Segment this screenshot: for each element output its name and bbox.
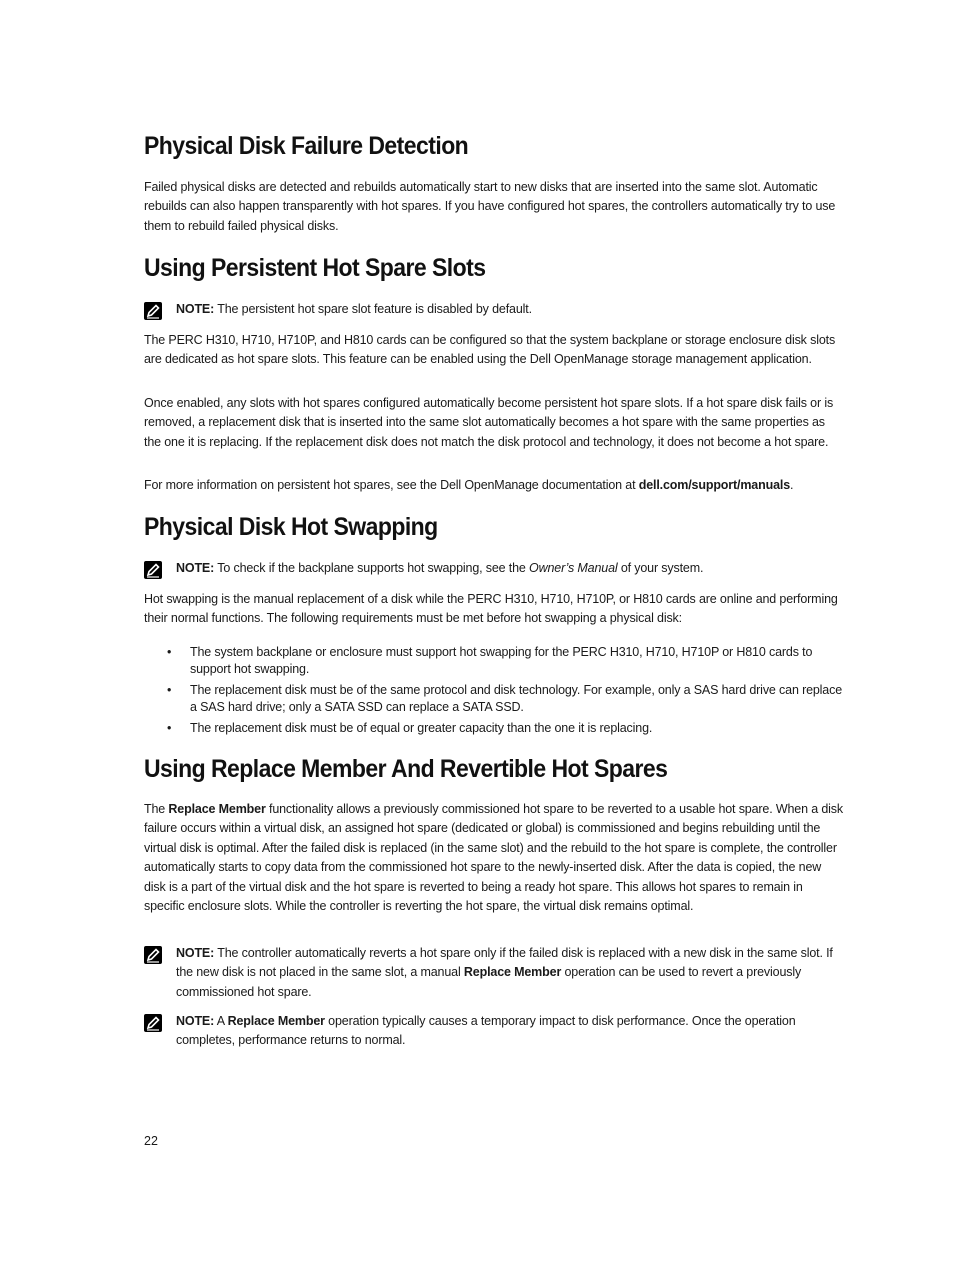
paragraph: The PERC H310, H710, H710P, and H810 cards can be configured so that the system backplane or storage enclosure disk slots are dedicated as hot spare slots. This feature can be enabled using the Dell OpenManage storage management application. — [144, 333, 836, 367]
pencil-note-icon — [144, 1014, 162, 1032]
list-item-text: The replacement disk must be of equal or greater capacity than the one it is replacing. — [190, 721, 653, 735]
note-body-end: operation can be used to revert a previously commissioned hot spare. — [176, 965, 802, 999]
replace-member-term: Replace Member — [168, 802, 266, 816]
note-body: To check if the backplane supports hot swapping, see the — [217, 561, 530, 575]
bullet: • — [167, 683, 172, 697]
note-text — [176, 1012, 844, 1051]
heading-failure-detection: Physical Disk Failure Detection — [144, 132, 469, 160]
bullet: • — [167, 645, 172, 659]
pencil-note-icon — [144, 946, 162, 964]
note-body-end: operation typically causes a temporary impact to disk performance. Once the operation completes, performance returns to normal. — [176, 1014, 796, 1048]
replace-member-term: Replace Member — [227, 1014, 325, 1028]
replace-member-term: Replace Member — [463, 965, 562, 980]
list-item — [144, 644, 844, 677]
note-label: NOTE: — [176, 302, 215, 316]
paragraph: Failed physical disks are detected and rebuilds automatically start to new disks that are inserted into the same slot. Automatic rebuilds can also happen transparently with hot spares. If you have configured hot spares, the controllers automatically try to use them to rebuild failed physical disks. — [144, 180, 836, 233]
bullet: • — [167, 721, 172, 735]
list-item-text: The system backplane or enclosure must support hot swapping for the PERC H310, H710, H710P or H810 cards to support hot swapping. — [190, 645, 813, 676]
page-number: 22 — [144, 1134, 158, 1148]
pencil-note-icon — [144, 561, 162, 579]
more-info-suffix: . — [790, 478, 794, 492]
note-text — [176, 300, 844, 319]
more-info-text: For more information on persistent hot spares, see the Dell OpenManage documentation at — [144, 478, 639, 492]
note-body: The controller automatically reverts a hot spare only if the failed disk is replaced with a new disk in the same slot. If the new disk is not placed in the same slot, a manual — [176, 946, 833, 980]
list-item-text: The replacement disk must be of the same protocol and disk technology. For example, only a SAS hard drive can replace a SAS hard drive; only a SATA SSD can replace a SATA SSD. — [190, 683, 843, 714]
heading-hot-swapping: Physical Disk Hot Swapping — [144, 513, 438, 541]
note-text — [176, 944, 844, 1002]
paragraph-text: functionality allows a previously commissioned hot spare to be reverted to a usable hot spare. When a disk failure occurs within a virtual disk, an assigned hot spare (dedicated or global) is commissioned and begins rebuilding until the virtual disk is optimal. After the failed disk is replaced (in the same slot) and the rebuild to the hot spare is complete, the controller automatically starts to copy data from the commissioned hot spare to the newly-inserted disk. After the data is copied, the new disk is a part of the virtual disk and the hot spare is reverted to being a ready hot spare. This allows hot spares to remain in specific enclosure slots. While the controller is reverting the hot spare, the virtual disk remains optimal. — [144, 802, 843, 914]
manuals-link[interactable]: dell.com/support/manuals — [638, 478, 791, 492]
pencil-note-icon — [144, 302, 162, 320]
note-text — [176, 559, 844, 578]
paragraph-text: The — [144, 802, 169, 816]
paragraph-more-info — [144, 476, 844, 495]
list-item — [144, 682, 844, 715]
list-item — [144, 720, 844, 737]
owners-manual-title: Owner’s Manual — [529, 561, 618, 575]
heading-replace-member: Using Replace Member And Revertible Hot Spares — [144, 755, 668, 783]
heading-persistent-hot-spare: Using Persistent Hot Spare Slots — [144, 254, 486, 282]
note-label: NOTE: — [176, 1014, 215, 1028]
note-label: NOTE: — [176, 561, 215, 575]
paragraph: Once enabled, any slots with hot spares configured automatically become persistent hot spare slots. If a hot spare disk fails or is removed, a replacement disk that is inserted into the same slot automatically becomes a hot spare with the same properties as the one it is replacing. If the replacement disk does not match the disk protocol and technology, it does not become a hot spare. — [144, 396, 834, 449]
note-body-end: of your system. — [617, 561, 704, 575]
requirements-list — [144, 644, 844, 737]
note-body: A — [216, 1014, 228, 1028]
paragraph: Hot swapping is the manual replacement of a disk while the PERC H310, H710, H710P, or H810 cards are online and performing their normal functions. The following requirements must be met before hot swapping a physical disk: — [144, 592, 838, 626]
note-body: The persistent hot spare slot feature is disabled by default. — [217, 302, 532, 316]
note-label: NOTE: — [176, 946, 215, 960]
paragraph — [144, 800, 844, 916]
